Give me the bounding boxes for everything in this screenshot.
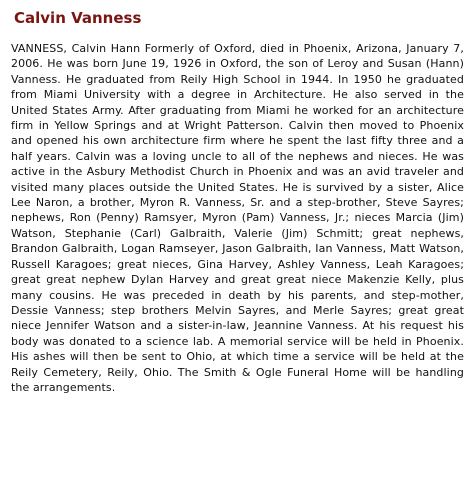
- obituary-body-text: VANNESS, Calvin Hann Formerly of Oxford, died in Phoenix, Arizona, January 7, 2006. He was born June 19, 1926 in Oxford, the son of Leroy and Susan (Hann) Vanness. He graduated from Reily High School in 1944. In 1950 he graduated from Miami University with a degree in Architecture. He also served in the United States Army. After graduating from Miami he worked for an architecture firm in Yellow Springs and at Wright Patterson. Calvin then moved to Phoenix and opened his own architecture firm where he spent the last fifty three and a half years. Calvin was a loving uncle to all of the nephews and nieces. He was active in the Asbury Methodist Church in Phoenix and was an avid traveler and visited many places outside the United States. He is survived by a sister, Alice Lee Naron, a brother, Myron R. Vanness, Sr. and a step-brother, Steve Sayres; nephews, Ron (Penny) Ramsyer, Myron (Pam) Vanness, Jr.; nieces Marcia (Jim) Watson, Stephanie (Carl) Galbraith, Valerie (Jim) Schmitt; great nephews, Brandon Galbraith, Logan Ramseyer, Jason Galbraith, Ian Vanness, Matt Watson, Russell Karagoes; great nieces, Gina Harvey, Ashley Vanness, Leah Karagoes; great great nephew Dylan Harvey and great great niece Makenzie Kelly, plus many cousins. He was preceded in death by his parents, and step-mother, Dessie Vanness; step brothers Melvin Sayres, and Merle Sayres; great great niece Jennifer Watson and a sister-in-law, Jeannine Vanness. At his request his body was donated to a science lab. A memorial service will be held in Phoenix. His ashes will then be sent to Ohio, at which time a service will be held at the Reily Cemetery, Reily, Ohio. The Smith & Ogle Funeral Home will be handling the arrangements.: [11, 42, 464, 394]
- obituary-title: Calvin Vanness: [14, 9, 142, 27]
